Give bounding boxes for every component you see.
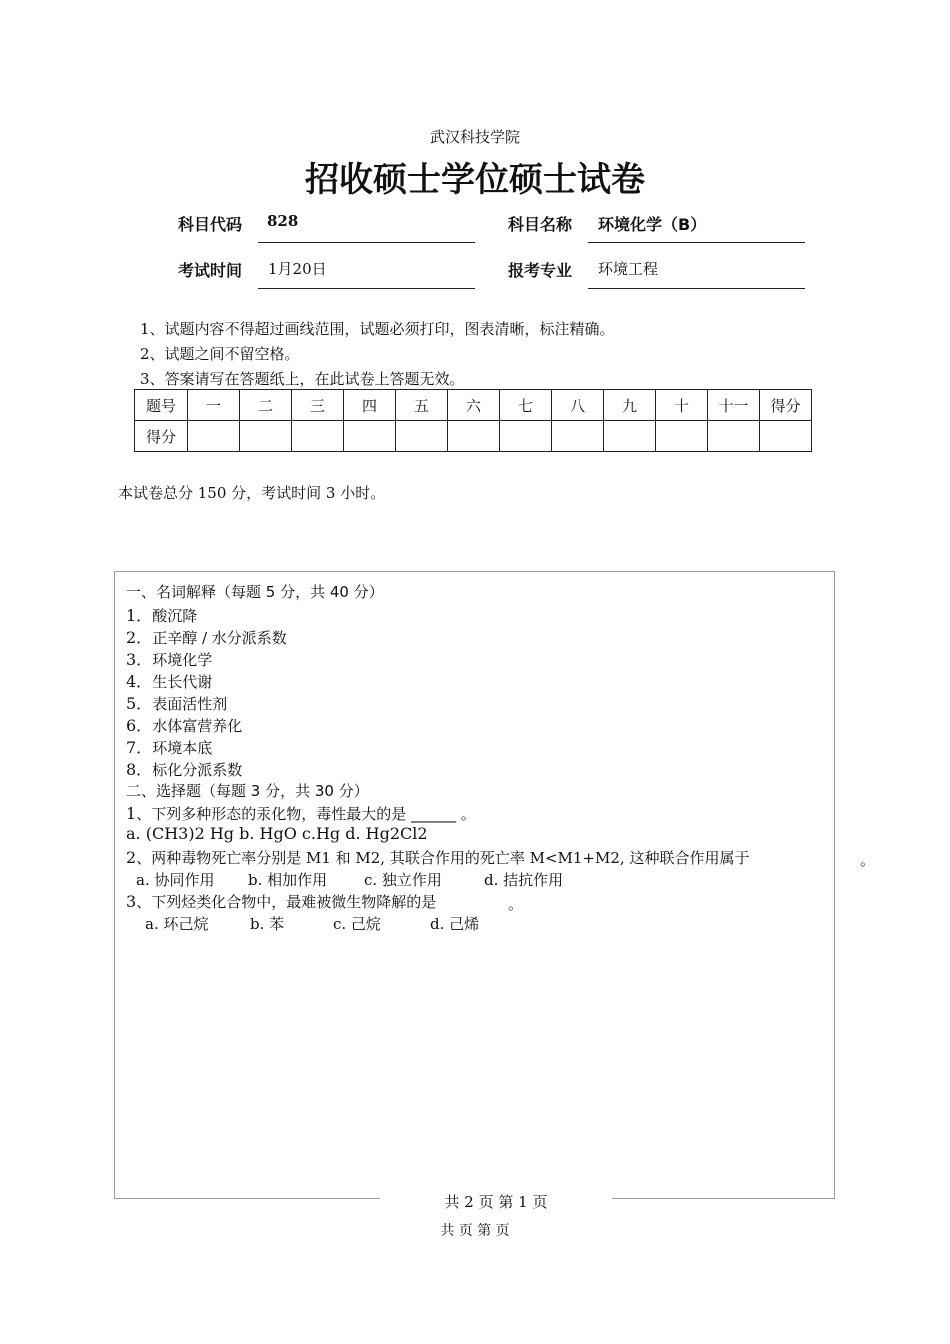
score-header-cell: 五 bbox=[396, 390, 448, 421]
question-2 bbox=[126, 847, 749, 868]
item-number: 4． bbox=[126, 672, 153, 691]
list-item bbox=[126, 691, 227, 714]
score-table-header-row bbox=[135, 390, 812, 421]
score-header-cell: 二 bbox=[240, 390, 292, 421]
exam-time-value: 1月20日 bbox=[268, 260, 327, 278]
score-header-cell: 题号 bbox=[135, 390, 188, 421]
q3-option-a: a. 环己烷 bbox=[145, 915, 209, 933]
question-number: 3 bbox=[126, 892, 137, 911]
major-underline bbox=[588, 288, 805, 289]
score-header-cell: 八 bbox=[552, 390, 604, 421]
section-2-title: 二、选择题（每题 3 分，共 30 分） bbox=[126, 782, 369, 800]
score-cell bbox=[240, 421, 292, 452]
item-text: 表面活性剂 bbox=[152, 695, 228, 713]
q2-option-a: a. 协同作用 bbox=[136, 871, 215, 889]
question-3 bbox=[126, 891, 436, 912]
question-text: 、下列多种形态的汞化物，毒性最大的是 ______ 。 bbox=[136, 805, 476, 823]
subject-code-underline bbox=[258, 242, 475, 243]
school-name: 武汉科技学院 bbox=[429, 128, 520, 146]
question-3-end: 。 bbox=[508, 895, 524, 913]
item-number: 3． bbox=[126, 650, 153, 669]
subject-code-label: 科目代码 bbox=[178, 215, 243, 234]
score-cell bbox=[656, 421, 708, 452]
note-3: 3、答案请写在答题纸上，在此试卷上答题无效。 bbox=[140, 370, 465, 388]
exam-time-label: 考试时间 bbox=[178, 261, 243, 280]
score-header-cell: 十一 bbox=[708, 390, 760, 421]
note-2: 2、试题之间不留空格。 bbox=[140, 345, 300, 363]
score-cell bbox=[188, 421, 240, 452]
list-item bbox=[126, 713, 242, 736]
item-number: 1． bbox=[126, 606, 153, 625]
score-cell bbox=[708, 421, 760, 452]
major-label: 报考专业 bbox=[508, 261, 573, 280]
item-text: 水体富营养化 bbox=[152, 717, 243, 735]
subject-name-value: 环境化学（B） bbox=[598, 215, 707, 234]
score-header-cell: 一 bbox=[188, 390, 240, 421]
item-number: 6． bbox=[126, 716, 153, 735]
item-number: 5． bbox=[126, 694, 153, 713]
question-text: 、下列烃类化合物中，最难被微生物降解的是 bbox=[136, 893, 437, 911]
q3-option-c: c. 己烷 bbox=[333, 915, 381, 933]
score-cell bbox=[448, 421, 500, 452]
section-1-title: 一、名词解释（每题 5 分，共 40 分） bbox=[126, 583, 384, 601]
item-number: 8． bbox=[126, 760, 153, 779]
q3-option-d: d. 己烯 bbox=[430, 915, 480, 933]
item-number: 7． bbox=[126, 738, 153, 757]
score-cell bbox=[344, 421, 396, 452]
item-number: 2． bbox=[126, 628, 153, 647]
score-cell bbox=[500, 421, 552, 452]
q2-option-c: c. 独立作用 bbox=[364, 871, 442, 889]
score-table bbox=[134, 389, 812, 452]
list-item bbox=[126, 647, 212, 670]
score-header-cell: 四 bbox=[344, 390, 396, 421]
score-cell bbox=[396, 421, 448, 452]
question-1 bbox=[126, 803, 476, 824]
score-cell bbox=[604, 421, 656, 452]
score-header-cell: 七 bbox=[500, 390, 552, 421]
question-area-frame bbox=[114, 571, 835, 1199]
q2-option-b: b. 相加作用 bbox=[248, 871, 328, 889]
subject-code-value: 828 bbox=[267, 212, 299, 230]
item-text: 环境本底 bbox=[152, 739, 213, 757]
score-row-label: 得分 bbox=[135, 421, 188, 452]
score-header-cell: 三 bbox=[292, 390, 344, 421]
subject-name-label: 科目名称 bbox=[508, 215, 573, 234]
score-cell bbox=[760, 421, 812, 452]
score-cell bbox=[552, 421, 604, 452]
major-value: 环境工程 bbox=[598, 260, 659, 278]
exam-time-underline bbox=[258, 288, 475, 289]
exam-title: 招收硕士学位硕士试卷 bbox=[305, 160, 645, 200]
item-text: 生长代谢 bbox=[152, 673, 213, 691]
question-2-end: 。 bbox=[860, 851, 876, 869]
question-text: 、两种毒物死亡率分别是 M1 和 M2, 其联合作用的死亡率 M<M1+M2, 这种联合作用属于 bbox=[136, 849, 750, 867]
list-item bbox=[126, 735, 212, 758]
score-header-cell: 六 bbox=[448, 390, 500, 421]
page-number-footer: 共 2 页 第 1 页 bbox=[380, 1191, 612, 1212]
question-number: 1 bbox=[126, 804, 137, 823]
q3-option-b: b. 苯 bbox=[250, 915, 285, 933]
list-item bbox=[126, 757, 242, 780]
total-score-note: 本试卷总分 150 分，考试时间 3 小时。 bbox=[118, 484, 386, 502]
list-item bbox=[126, 603, 197, 626]
question-number: 2 bbox=[126, 848, 137, 867]
score-header-cell: 十 bbox=[656, 390, 708, 421]
q2-option-d: d. 拮抗作用 bbox=[484, 871, 564, 889]
score-table-score-row bbox=[135, 421, 812, 452]
page-number-footer-blank: 共 页 第 页 bbox=[440, 1223, 510, 1239]
score-header-cell: 得分 bbox=[760, 390, 812, 421]
list-item bbox=[126, 669, 212, 692]
item-text: 标化分派系数 bbox=[152, 761, 243, 779]
subject-name-underline bbox=[588, 242, 805, 243]
score-cell bbox=[292, 421, 344, 452]
question-1-options: a. (CH3)2 Hg b. HgO c.Hg d. Hg2Cl2 bbox=[126, 824, 428, 843]
score-header-cell: 九 bbox=[604, 390, 656, 421]
item-text: 环境化学 bbox=[152, 651, 213, 669]
item-text: 正辛醇 / 水分派系数 bbox=[152, 629, 287, 647]
note-1: 1、试题内容不得超过画线范围，试题必须打印，图表清晰，标注精确。 bbox=[140, 320, 615, 338]
list-item bbox=[126, 625, 287, 648]
item-text: 酸沉降 bbox=[152, 607, 198, 625]
